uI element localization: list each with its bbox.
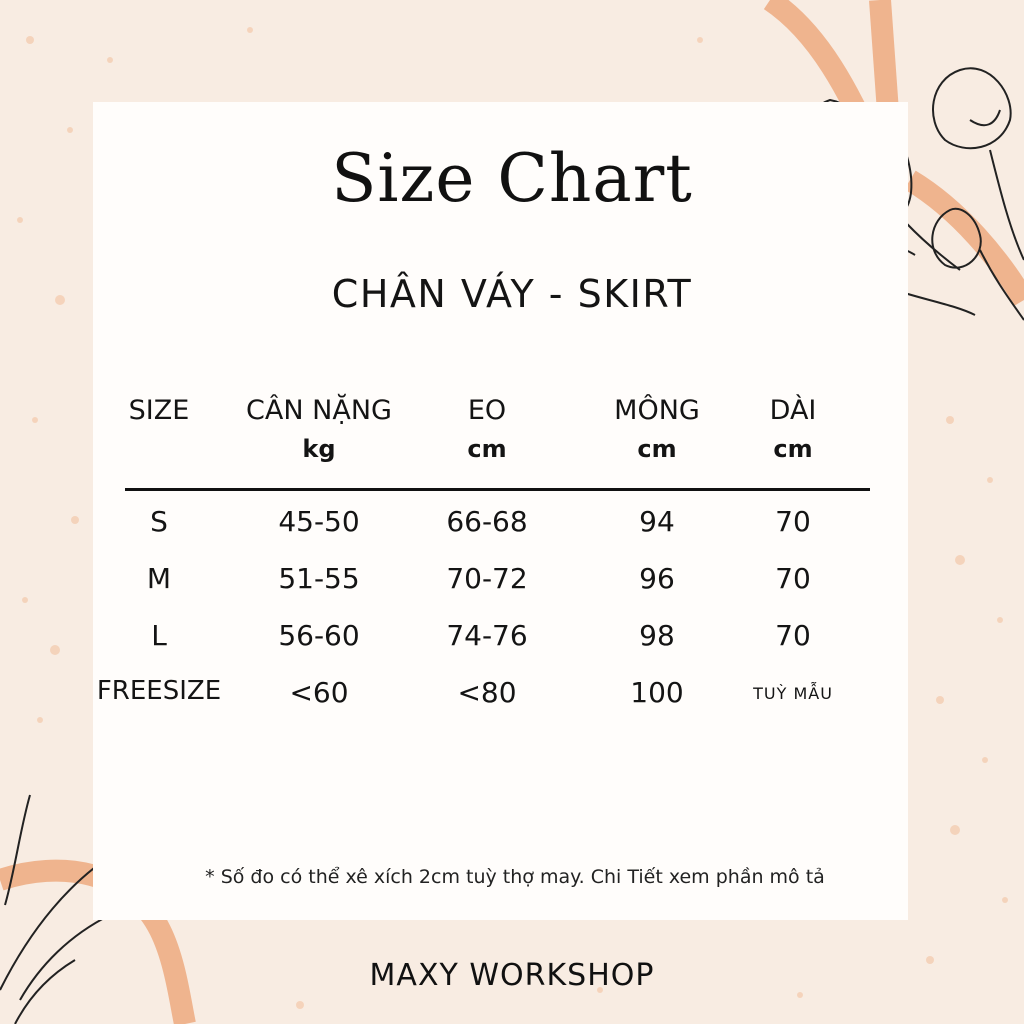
header-weight (246, 392, 392, 468)
header-unit: cm (637, 435, 677, 463)
table-cell: L (151, 619, 167, 652)
table-cell: 100 (630, 676, 684, 709)
header-length (770, 392, 817, 468)
header-label: EO (467, 395, 507, 426)
table-cell: 98 (639, 619, 675, 652)
header-label: MÔNG (614, 395, 700, 426)
footnote: * Số đo có thể xê xích 2cm tuỳ thợ may. Chi Tiết xem phần mô tả (205, 866, 825, 888)
header-label: DÀI (769, 395, 817, 426)
page-subtitle: CHÂN VÁY - SKIRT (331, 272, 693, 316)
table-cell: FREESIZE (96, 676, 222, 706)
header-hip (614, 392, 700, 468)
table-cell: TUỲ MẪU (753, 684, 833, 703)
header-size (129, 392, 190, 430)
page-title: Size Chart (331, 140, 693, 217)
table-cell: 70 (775, 562, 811, 595)
table-cell: 74-76 (446, 619, 528, 652)
header-label: CÂN NẶNG (246, 395, 392, 426)
table-cell: 51-55 (278, 562, 360, 595)
table-cell: 70-72 (446, 562, 528, 595)
table-cell: <60 (289, 676, 349, 709)
header-unit: cm (467, 435, 507, 463)
brand-name: MAXY WORKSHOP (369, 958, 655, 993)
header-label: SIZE (128, 395, 190, 426)
table-cell: 94 (639, 505, 675, 538)
table-cell: 70 (775, 505, 811, 538)
header-unit: kg (302, 435, 336, 463)
table-cell: <80 (457, 676, 517, 709)
table-cell: S (150, 505, 168, 538)
table-cell: M (146, 562, 172, 595)
table-cell: 45-50 (278, 505, 360, 538)
header-waist (467, 392, 506, 468)
table-cell: 56-60 (278, 619, 360, 652)
table-cell: 66-68 (446, 505, 528, 538)
header-divider (125, 488, 870, 491)
header-unit: cm (773, 435, 813, 463)
table-cell: 70 (775, 619, 811, 652)
table-cell: 96 (639, 562, 675, 595)
